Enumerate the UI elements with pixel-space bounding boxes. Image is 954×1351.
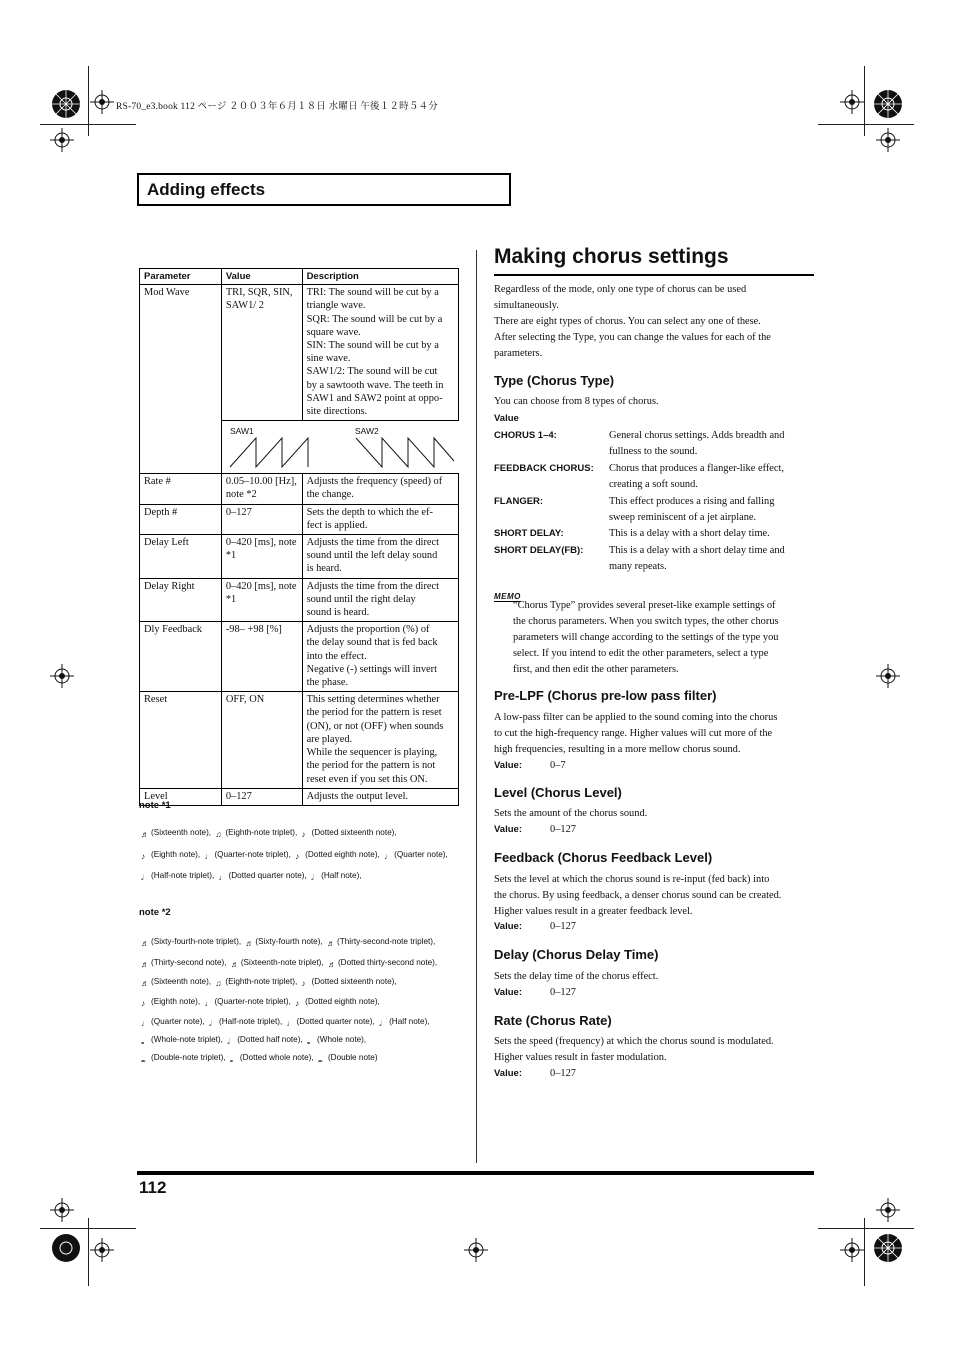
note-glyph-icon: ♩ (141, 1019, 150, 1028)
desc-cell: Adjusts the time from the direct sound until the right delay sound is heard. (302, 578, 458, 622)
param-cell: Delay Right (140, 578, 222, 622)
section-value: Value: 0–127 (494, 1068, 576, 1079)
intro-paragraph: Regardless of the mode, only one type of chorus can be used simultaneously. There are eight types of chorus. You can select any one of these. After selecting the Type, you can change the values for each of the parameters. (494, 284, 771, 359)
param-cell: Dly Feedback (140, 622, 222, 692)
note-glyph-icon: 𝅗𝅥 (379, 1019, 382, 1028)
table-header-row (140, 269, 459, 285)
note-glyph-icon: ♬ (230, 960, 240, 969)
note-glyph-icon: 𝅝 (141, 1037, 145, 1046)
section-header (137, 173, 511, 206)
value-cell: -98– +98 [%] (221, 622, 302, 692)
registration-crosshair-icon (866, 654, 910, 698)
section-value: Value: 0–127 (494, 824, 576, 835)
saw-waveform-diagram (222, 421, 460, 473)
registration-crosshair-icon (830, 1228, 874, 1272)
table-row (140, 692, 459, 788)
note-glyph-icon: ♬ (245, 939, 254, 948)
value-cell: OFF, ON (221, 692, 302, 788)
param-cell: Level (140, 788, 222, 805)
memo-icon: MEMO (494, 592, 521, 601)
section-text: Sets the delay time of the chorus effect. (494, 971, 659, 982)
note2-row: ♬ (Thirty-second note), ♬ (Sixteenth-note triplet), ♬ (Dotted thirty-second note), (139, 958, 437, 972)
note2-title: note *2 (139, 907, 171, 918)
note-glyph-icon: ♪ (301, 830, 306, 839)
note-glyph-icon: ♪ (301, 979, 306, 988)
param-cell: Depth # (140, 504, 222, 534)
saw-diagram-cell (221, 421, 458, 474)
note-glyph-icon: ♪ (141, 999, 146, 1008)
value-cell: 0–127 (221, 788, 302, 805)
value-cell: 0–127 (221, 504, 302, 534)
note1-row: 𝅗𝅥 (Half-note triplet), ♩ (Dotted quarter note), 𝅗𝅥 (Half note), (139, 871, 362, 885)
section-value: Value: 0–7 (494, 760, 566, 771)
note-glyph-icon: ♩ (384, 852, 393, 861)
note2-row: 𝅝 (Whole-note triplet), 𝅗𝅥 (Dotted half note), 𝅝 (Whole note), (139, 1035, 366, 1049)
note-glyph-icon: ♩ (204, 999, 213, 1008)
value-cell: 0–420 [ms], note *1 (221, 578, 302, 622)
param-cell: Reset (140, 692, 222, 788)
note-glyph-icon: 𝅗𝅥 (311, 873, 314, 882)
note-glyph-icon: ♪ (295, 999, 300, 1008)
note1-row: ♬ (Sixteenth note), ♫ (Eighth-note triplet), ♪ (Dotted sixteenth note), (139, 828, 397, 842)
note-glyph-icon: ♬ (141, 830, 150, 839)
table-row (140, 285, 459, 421)
desc-cell: This setting determines whether the period for the pattern is reset (ON), or not (OFF) when sounds are played. While the sequencer is playing, the period for the pattern is not reset even if you set this ON. (302, 692, 458, 788)
table-header: Value (221, 269, 302, 285)
section-value: Value: 0–127 (494, 921, 576, 932)
note-glyph-icon: ♬ (141, 960, 150, 969)
registration-crosshair-icon (40, 1188, 84, 1232)
note1-title: note *1 (139, 800, 171, 811)
param-cell: Mod Wave (140, 285, 222, 474)
note-glyph-icon: 𝅝 (307, 1037, 311, 1046)
saw2-label: SAW2 (354, 426, 379, 437)
desc-cell: Adjusts the frequency (speed) of the change. (302, 474, 458, 504)
saw1-label: SAW1 (229, 426, 254, 437)
value-label: Value (494, 413, 519, 424)
registration-crosshair-icon (866, 118, 910, 162)
section-heading: Level (Chorus Level) (494, 785, 622, 800)
section-heading: Delay (Chorus Delay Time) (494, 947, 659, 962)
section-text: Sets the level at which the chorus sound is re-input (fed back) into the chorus. By using feedback, a denser chorus sound can be created. Higher values result in a greater feedback level. (494, 874, 782, 917)
registration-crosshair-icon (454, 1228, 498, 1272)
table-header: Parameter (140, 269, 222, 285)
column-divider (476, 250, 477, 1163)
table-row (140, 788, 459, 805)
page-number: 112 (139, 1178, 167, 1197)
page-title: Making chorus settings (494, 245, 729, 268)
type-heading: Type (Chorus Type) (494, 373, 615, 388)
note-glyph-icon: ♫ (215, 830, 222, 839)
note-glyph-icon: ♩ (204, 852, 213, 861)
note-glyph-icon: 𝅗𝅥 (227, 1037, 230, 1046)
note-glyph-icon: 𝅜 (141, 1055, 146, 1064)
title-rule (494, 274, 814, 276)
table-row (140, 535, 459, 579)
desc-cell: TRI: The sound will be cut by a triangle wave. SQR: The sound will be cut by a square wave. SIN: The sound will be cut by a sine wave. SAW1/2: The sound will be cut by a sawtooth wave. The teeth in SAW1 and SAW2 point at oppo- site directions. (302, 285, 458, 421)
section-text: Sets the speed (frequency) at which the chorus sound is modulated. Higher values result in faster modulation. (494, 1036, 774, 1063)
note-glyph-icon: ♬ (327, 960, 337, 969)
desc-cell: Adjusts the proportion (%) of the delay sound that is fed back into the effect. Negative (-) settings will invert the phase. (302, 622, 458, 692)
registration-crosshair-icon (866, 1188, 910, 1232)
desc-cell: Adjusts the output level. (302, 788, 458, 805)
note1-row: ♪ (Eighth note), ♩ (Quarter-note triplet), ♪ (Dotted eighth note), ♩ (Quarter note), (139, 850, 448, 864)
section-text: A low-pass filter can be applied to the sound coming into the chorus to cut the high-frequency range. Higher values will cut more of the high frequencies, resulting in a more mellow chorus sound. (494, 712, 778, 755)
desc-cell: Adjusts the time from the direct sound until the left delay sound is heard. (302, 535, 458, 579)
file-header: RS-70_e3.book 112 ページ ２００３年６月１８日 水曜日 午後１２時５４分 (116, 102, 438, 112)
section-heading: Rate (Chorus Rate) (494, 1013, 612, 1028)
note-glyph-icon: ♬ (141, 979, 150, 988)
note-glyph-icon: ♪ (295, 852, 300, 861)
note-glyph-icon: 𝅗𝅥 (208, 1019, 212, 1028)
note-glyph-icon: 𝅝 (229, 1055, 234, 1064)
note-glyph-icon: ♬ (141, 939, 150, 948)
footer-rule (137, 1171, 814, 1175)
note2-row: 𝅜 (Double-note triplet), 𝅝 (Dotted whole note), 𝅜 (Double note) (139, 1053, 378, 1067)
registration-crosshair-icon (80, 1228, 124, 1272)
table-header: Description (302, 269, 458, 285)
note-glyph-icon: ♪ (141, 852, 146, 861)
note-glyph-icon: 𝅗𝅥 (141, 873, 144, 882)
table-row (140, 578, 459, 622)
note2-row: ♩ (Quarter note), 𝅗𝅥 (Half-note triplet), ♩ (Dotted quarter note), 𝅗𝅥 (Half note), (139, 1017, 430, 1031)
value-cell: TRI, SQR, SIN, SAW1/ 2 (221, 285, 302, 421)
param-cell: Rate # (140, 474, 222, 504)
table-row (140, 622, 459, 692)
note2-row: ♬ (Sixteenth note), ♫ (Eighth-note triplet), ♪ (Dotted sixteenth note), (139, 977, 397, 991)
section-heading: Pre-LPF (Chorus pre-low pass filter) (494, 688, 717, 703)
note-glyph-icon: ♩ (218, 873, 227, 882)
registration-crosshair-icon (40, 654, 84, 698)
desc-cell: Sets the depth to which the ef- fect is applied. (302, 504, 458, 534)
registration-crosshair-icon (40, 118, 84, 162)
note2-row: ♪ (Eighth note), ♩ (Quarter-note triplet), ♪ (Dotted eighth note), (139, 997, 380, 1011)
note-glyph-icon: 𝅜 (317, 1055, 323, 1064)
memo-text: “Chorus Type” provides several preset-like example settings of the chorus parameters. When you switch types, the other chorus parameters will change according to the settings of the type you select. If you intend to edit the other parameters, select a type first, and then edit the other parameters. (513, 600, 779, 675)
section-text: Sets the amount of the chorus sound. (494, 808, 648, 819)
value-cell: 0.05–10.00 [Hz], note *2 (221, 474, 302, 504)
note-glyph-icon: ♬ (327, 939, 336, 948)
note-glyph-icon: ♫ (215, 979, 222, 988)
value-cell: 0–420 [ms], note *1 (221, 535, 302, 579)
param-cell: Delay Left (140, 535, 222, 579)
parameter-table (139, 268, 459, 806)
note2-row: ♬ (Sixty-fourth-note triplet), ♬ (Sixty-fourth note), ♬ (Thirty-second-note triplet), (139, 937, 435, 951)
table-row (140, 504, 459, 534)
saw1-wave (230, 438, 308, 467)
table-row (140, 474, 459, 504)
saw2-wave (356, 438, 454, 467)
section-value: Value: 0–127 (494, 987, 576, 998)
section-heading: Feedback (Chorus Feedback Level) (494, 850, 713, 865)
section-title: Adding effects (147, 180, 266, 199)
type-text: You can choose from 8 types of chorus. (494, 396, 659, 407)
note-glyph-icon: ♩ (286, 1019, 295, 1028)
